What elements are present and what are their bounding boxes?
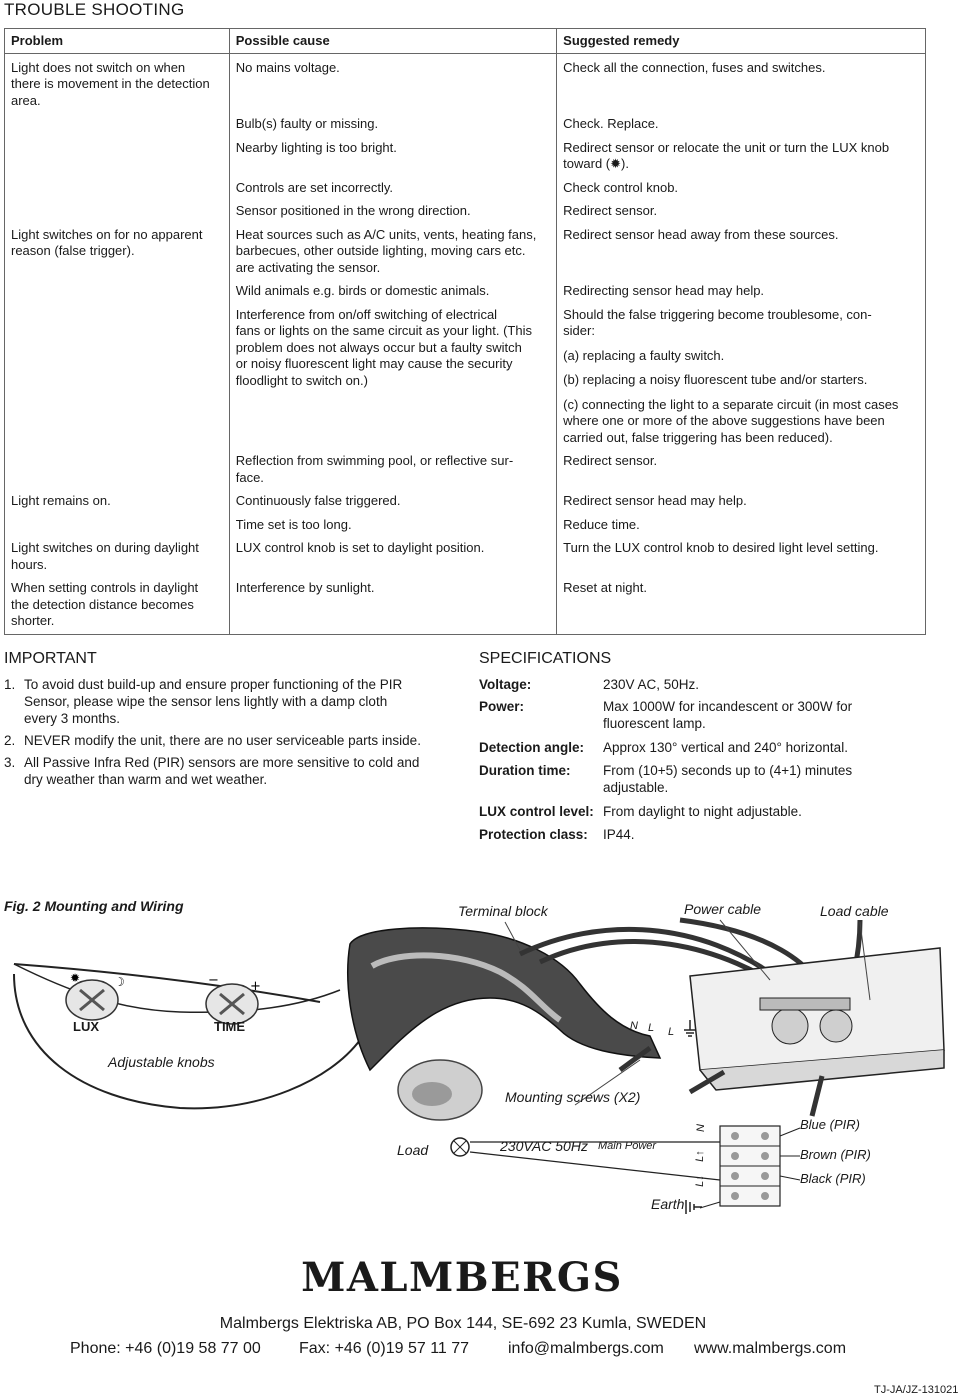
trouble-shooting-table	[4, 28, 926, 635]
cause-text: barbecues, other outside lighting, moving cars etc.	[235, 243, 526, 258]
problem-text: When setting controls in daylight	[11, 580, 199, 595]
remedy-text: Check control knob.	[563, 179, 679, 195]
spec-label: Duration time:	[479, 763, 571, 778]
spec-label: Detection angle:	[479, 740, 585, 755]
cause-cell	[229, 450, 556, 490]
cause-text: No mains voltage.	[235, 59, 340, 75]
time-knob	[206, 973, 261, 1024]
earth-symbol-icon	[686, 1200, 702, 1214]
cause-cell	[229, 490, 556, 514]
cause-cell	[229, 280, 556, 304]
footer-website[interactable]: www.malmbergs.com	[694, 1340, 847, 1357]
spec-value-line: IP44.	[603, 827, 635, 842]
important-item-number: 2.	[4, 733, 16, 748]
spec-value-line: adjustable.	[603, 780, 669, 795]
remedy-text: Redirecting sensor head may help.	[563, 283, 765, 298]
problem-cell	[5, 537, 230, 577]
label-knob-lux: LUX	[73, 1019, 99, 1034]
specifications-title: SPECIFICATIONS	[479, 650, 612, 667]
remedy-text: Redirect sensor.	[563, 453, 658, 468]
sensor-dome	[14, 964, 360, 1108]
cause-text: Sensor positioned in the wrong direction.	[235, 203, 471, 218]
cause-cell	[229, 514, 556, 538]
cause-cell	[229, 537, 556, 577]
label-adjustable-knobs: Adjustable knobs	[108, 1054, 215, 1070]
remedy-text: Turn the LUX control knob to desired light level setting.	[563, 540, 879, 555]
problem-cell	[5, 450, 230, 490]
important-item-text: dry weather than warm and wet weather.	[24, 772, 268, 787]
important-item-text: All Passive Infra Red (PIR) sensors are more sensitive to cold and	[24, 755, 420, 770]
problem-cell	[5, 224, 230, 281]
cell-gap	[563, 340, 919, 348]
remedy-text: carried out, false triggering has been reduced).	[563, 429, 833, 445]
problem-text: Light switches on for no apparent	[11, 226, 203, 242]
spec-value	[603, 676, 893, 693]
cause-text: problem does not always occur but a faulty switch	[235, 339, 522, 355]
cause-text: Interference from on/off switching of electrical	[235, 306, 498, 322]
footer-email[interactable]: info@malmbergs.com	[508, 1340, 664, 1357]
cell-gap	[563, 364, 919, 372]
table-row	[5, 514, 926, 538]
label-strip-l2: L↓	[693, 1175, 706, 1187]
spec-label: Voltage:	[479, 677, 532, 692]
cell-gap	[563, 389, 919, 397]
remedy-text: (b) replacing a noisy fluorescent tube and/or starters.	[563, 372, 868, 387]
problem-cell	[5, 200, 230, 224]
cause-text: Bulb(s) faulty or missing.	[235, 116, 379, 131]
remedy-text: (c) connecting the light to a separate circuit (in most cases	[563, 396, 899, 412]
remedy-cell	[557, 224, 926, 281]
label-brown-pir: Brown (PIR)	[800, 1147, 871, 1162]
remedy-text: Reduce time.	[563, 516, 640, 532]
problem-text: reason (false trigger).	[11, 243, 135, 258]
remedy-text: Check all the connection, fuses and switches.	[563, 59, 826, 75]
cause-text: face.	[235, 469, 264, 485]
table-row	[5, 200, 926, 224]
important-item-number: 3.	[4, 755, 16, 770]
remedy-cell	[557, 304, 926, 451]
label-strip-l1: L↑	[693, 1150, 706, 1162]
table-row	[5, 177, 926, 201]
spec-value-line: From daylight to night adjustable.	[603, 804, 802, 819]
label-blue-pir: Blue (PIR)	[800, 1117, 860, 1132]
label-black-pir: Black (PIR)	[800, 1171, 866, 1186]
footer-phone: Phone: +46 (0)19 58 77 00	[70, 1340, 261, 1357]
problem-text: Light switches on during daylight	[11, 540, 199, 555]
important-item-text: NEVER modify the unit, there are no user serviceable parts inside.	[24, 733, 421, 748]
label-terminal-block: Terminal block	[458, 903, 548, 919]
remedy-cell	[557, 490, 926, 514]
important-item	[4, 732, 456, 749]
problem-cell	[5, 577, 230, 634]
remedy-cell	[557, 280, 926, 304]
important-item	[4, 754, 456, 788]
remedy-cell	[557, 450, 926, 490]
problem-cell	[5, 280, 230, 304]
label-load: Load	[397, 1142, 429, 1158]
spec-label: LUX control level:	[479, 804, 594, 819]
footer-address: Malmbergs Elektriska AB, PO Box 144, SE-692 23 Kumla, SWEDEN	[219, 1315, 707, 1332]
table-row	[5, 450, 926, 490]
problem-text: hours.	[11, 556, 48, 572]
problem-text: Light remains on.	[11, 493, 111, 508]
cause-text: Time set is too long.	[235, 516, 352, 532]
remedy-cell	[557, 514, 926, 538]
remedy-text: Reset at night.	[563, 580, 647, 595]
header-cause: Possible cause	[229, 29, 556, 54]
cause-text: Heat sources such as A/C units, vents, heating fans,	[235, 226, 537, 242]
table-row	[5, 537, 926, 577]
problem-cell	[5, 177, 230, 201]
table-row	[5, 224, 926, 281]
trouble-shooting-title: TROUBLE SHOOTING	[4, 0, 185, 19]
label-load-cable: Load cable	[820, 903, 889, 919]
label-term-n: N	[630, 1020, 638, 1032]
table-row	[5, 304, 926, 451]
remedy-text: Redirect sensor.	[563, 203, 658, 218]
label-power-cable: Power cable	[684, 901, 762, 917]
spec-value	[603, 762, 893, 796]
spec-value-line: Max 1000W for incandescent or 300W for	[603, 699, 853, 714]
spec-value-line: From (10+5) seconds up to (4+1) minutes	[603, 763, 853, 778]
label-earth: Earth	[651, 1196, 685, 1212]
table-row	[5, 137, 926, 177]
cause-text: Wild animals e.g. birds or domestic animals.	[235, 283, 490, 298]
important-item-text: To avoid dust build-up and ensure proper functioning of the PIR	[24, 677, 403, 692]
remedy-cell	[557, 113, 926, 137]
spec-value-line: fluorescent lamp.	[603, 716, 706, 731]
cause-text: Continuously false triggered.	[235, 493, 401, 508]
label-strip-n: N	[694, 1124, 707, 1132]
remedy-text: Redirect sensor head away from these sources.	[563, 226, 839, 242]
remedy-text: Should the false triggering become troublesome, con-	[563, 306, 872, 322]
label-term-l2: L	[668, 1026, 675, 1038]
document-reference: TJ-JA/JZ-131021	[874, 1384, 959, 1396]
remedy-text: where one or more of the above suggestions have been	[563, 413, 885, 428]
spec-value	[603, 826, 893, 843]
label-main-power-voltage: 230VAC 50Hz	[500, 1138, 588, 1154]
header-problem: Problem	[5, 29, 230, 54]
spec-value	[603, 698, 893, 732]
lux-knob	[66, 971, 125, 1020]
header-remedy: Suggested remedy	[557, 29, 926, 54]
remedy-text: sider:	[563, 323, 595, 338]
label-main-power: Main Power	[598, 1140, 657, 1152]
remedy-cell	[557, 537, 926, 577]
label-term-l: L	[648, 1022, 655, 1034]
problem-cell	[5, 113, 230, 137]
spec-value	[603, 739, 893, 756]
cause-text: fans or lights on the same circuit as your light. (This	[235, 323, 532, 338]
important-item-text: every 3 months.	[24, 711, 121, 726]
problem-text: shorter.	[11, 613, 55, 628]
footer-fax: Fax: +46 (0)19 57 11 77	[299, 1340, 470, 1357]
important-list	[4, 676, 456, 793]
spec-value-line: 230V AC, 50Hz.	[603, 677, 700, 692]
plus-icon: +	[250, 979, 261, 994]
spec-value-line: Approx 130° vertical and 240° horizontal.	[603, 740, 848, 755]
table-row	[5, 577, 926, 634]
table-row	[5, 113, 926, 137]
problem-cell	[5, 53, 230, 113]
table-row	[5, 53, 926, 113]
cause-cell	[229, 113, 556, 137]
cause-cell	[229, 200, 556, 224]
remedy-text: Redirect sensor head may help.	[563, 493, 747, 508]
malmbergs-logo: MALMBERGS	[301, 1254, 623, 1301]
cause-text: floodlight to switch on.)	[235, 372, 368, 388]
specifications-list	[479, 676, 899, 856]
remedy-text: (a) replacing a faulty switch.	[563, 347, 725, 363]
label-mounting-screws: Mounting screws (X2)	[505, 1089, 641, 1105]
terminal-box	[690, 948, 944, 1090]
important-item-number: 1.	[4, 677, 16, 692]
remedy-text: Redirect sensor or relocate the unit or turn the LUX knob	[563, 139, 890, 155]
problem-cell	[5, 514, 230, 538]
moon-icon: ☽	[114, 975, 125, 989]
cause-cell	[229, 53, 556, 113]
cause-text: Reflection from swimming pool, or reflective sur-	[235, 453, 514, 468]
cause-cell	[229, 137, 556, 177]
remedy-cell	[557, 177, 926, 201]
cause-text: LUX control knob is set to daylight position.	[235, 540, 485, 555]
important-item-text: Sensor, please wipe the sensor lens lightly with a damp cloth	[24, 694, 388, 709]
terminal-strip	[700, 1126, 800, 1208]
figure-title: Fig. 2 Mounting and Wiring	[4, 898, 184, 914]
problem-cell	[5, 137, 230, 177]
label-knob-time: TIME	[214, 1019, 246, 1034]
table-row	[5, 490, 926, 514]
cause-text: are activating the sensor.	[235, 259, 381, 275]
problem-cell	[5, 490, 230, 514]
spec-value	[603, 803, 893, 820]
cause-text: Nearby lighting is too bright.	[235, 139, 397, 155]
cause-text: Interference by sunlight.	[235, 580, 375, 595]
table-header-row	[5, 29, 926, 54]
remedy-text: toward (✹).	[563, 156, 629, 171]
problem-text: the detection distance becomes	[11, 596, 194, 612]
problem-text: Light does not switch on when	[11, 59, 186, 75]
cause-text: or noisy fluorescent light may cause the security	[235, 356, 513, 371]
spec-label: Protection class:	[479, 827, 588, 842]
spec-label: Power:	[479, 699, 525, 714]
minus-icon: −	[208, 973, 219, 988]
cause-cell	[229, 577, 556, 634]
remedy-cell	[557, 53, 926, 113]
cause-cell	[229, 177, 556, 201]
remedy-text: Check. Replace.	[563, 116, 659, 131]
sun-icon: ✹	[70, 971, 81, 985]
remedy-cell	[557, 137, 926, 177]
important-item	[4, 676, 456, 727]
important-title: IMPORTANT	[4, 650, 97, 667]
problem-cell	[5, 304, 230, 451]
cause-text: Controls are set incorrectly.	[235, 179, 393, 195]
table-body	[5, 53, 926, 634]
remedy-cell	[557, 200, 926, 224]
table-row	[5, 280, 926, 304]
cause-cell	[229, 304, 556, 451]
cause-cell	[229, 224, 556, 281]
problem-text: there is movement in the detection	[11, 76, 210, 91]
remedy-cell	[557, 577, 926, 634]
problem-text: area.	[11, 92, 41, 108]
